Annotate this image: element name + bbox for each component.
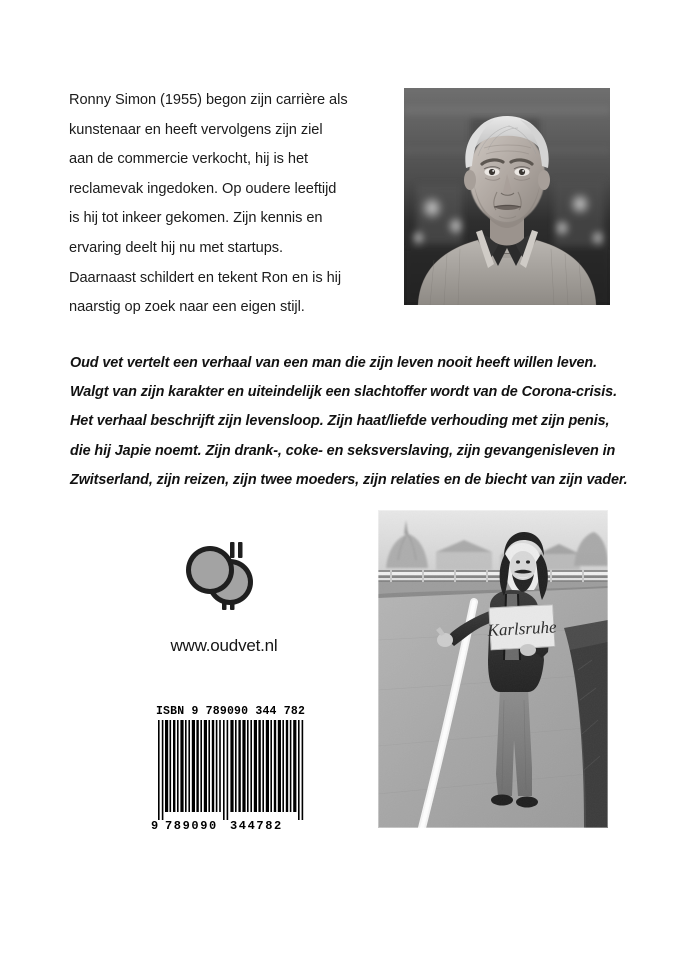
author-portrait-photo xyxy=(404,88,610,305)
synopsis-line: Zwitserland, zijn reizen, zijn twee moeders, zijn relaties en de biecht van zijn vader. xyxy=(70,471,628,488)
biography-line: Ronny Simon (1955) begon zijn carrière als xyxy=(69,92,348,108)
publisher-logo xyxy=(176,536,272,616)
author-biography-block xyxy=(69,86,374,323)
synopsis-line: Het verhaal beschrijft zijn levensloop. Zijn haat/liefde verhouding met zijn penis, xyxy=(70,413,610,430)
biography-line: naarstig op zoek naar een eigen stijl. xyxy=(69,299,305,316)
isbn-barcode xyxy=(148,702,313,834)
barcode-digit-prefix: 9 xyxy=(151,819,159,833)
synopsis-line: die hij Japie noemt. Zijn drank-, coke- en seksverslaving, zijn gevangenisleven in xyxy=(70,442,616,459)
biography-line: is hij tot inkeer gekomen. Zijn kennis en xyxy=(69,210,323,227)
biography-line: aan de commercie verkocht, hij is het xyxy=(69,151,309,168)
biography-line: Daarnaast schildert en tekent Ron en is hij xyxy=(69,269,342,286)
isbn-label-text: ISBN 9 789090 344 782 xyxy=(155,705,306,718)
synopsis-line: Oud vet vertelt een verhaal van een man die zijn leven nooit heeft willen leven. xyxy=(70,355,598,371)
biography-line: ervaring deelt hij nu met startups. xyxy=(69,239,284,256)
biography-line: reclamevak ingedoken. Op oudere leeftijd xyxy=(69,180,337,197)
barcode-digit-group-left: 789090 xyxy=(165,819,218,833)
synopsis-line: Walgt van zijn karakter en uiteindelijk een slachtoffer wordt van de Corona-crisis. xyxy=(70,384,617,401)
biography-line: kunstenaar en heeft vervolgens zijn ziel xyxy=(69,121,323,138)
publisher-website[interactable]: www.oudvet.nl xyxy=(170,636,278,655)
barcode-digit-group-right: 344782 xyxy=(230,819,283,833)
book-synopsis-block xyxy=(70,349,628,495)
hitchhiker-photo xyxy=(378,510,608,828)
